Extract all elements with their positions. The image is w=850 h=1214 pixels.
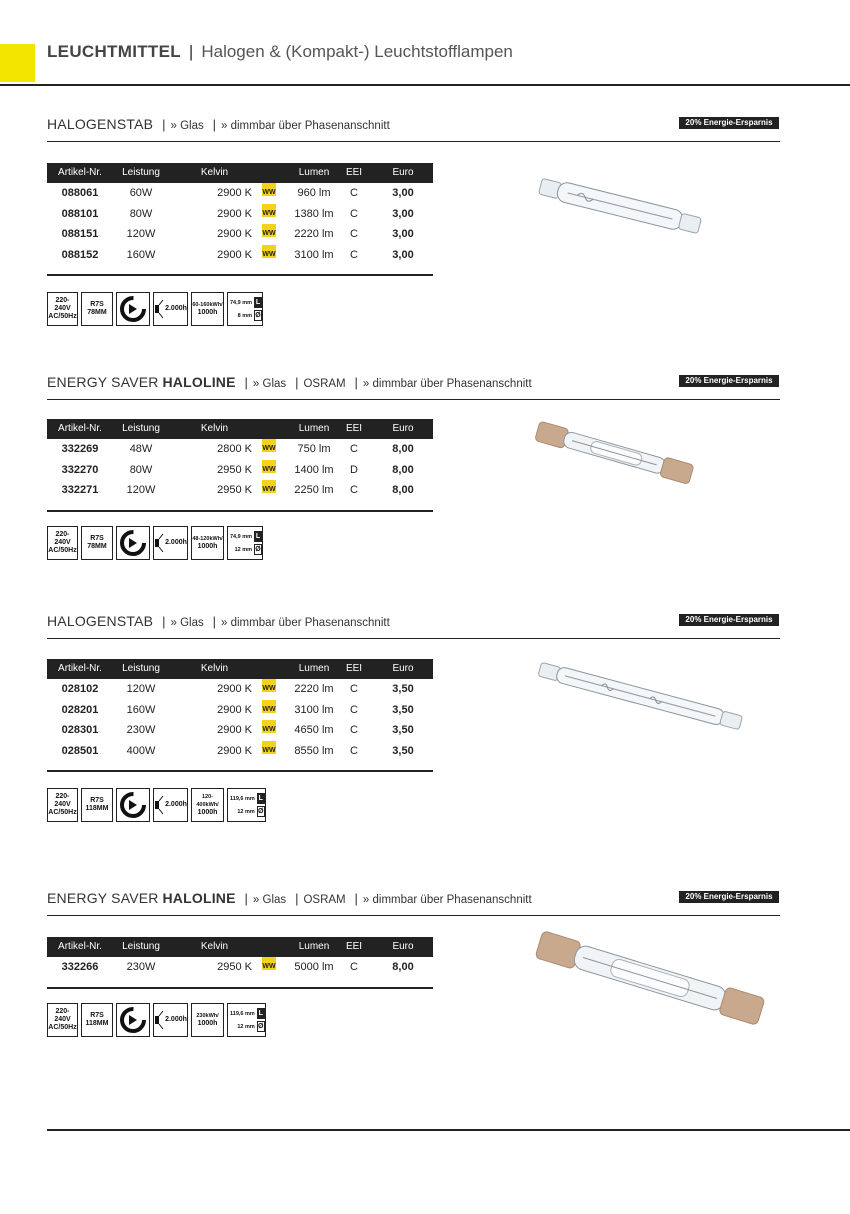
table-row bbox=[47, 183, 433, 204]
warm-white-badge: WW bbox=[262, 957, 276, 970]
cell-euro: 3,50 bbox=[392, 744, 414, 757]
cell-power: 120W bbox=[126, 484, 156, 496]
dimensions-icon: 119,6 mm 12 mm L Ø bbox=[227, 788, 266, 822]
cell-lumen: 5000 lm bbox=[294, 961, 334, 973]
warm-white-badge: WW bbox=[262, 679, 276, 692]
section-title: ENERGY SAVER HALOLINE | » Glas | OSRAM | » dimmbar über Phasenanschnitt bbox=[47, 374, 532, 390]
product-table bbox=[47, 419, 433, 512]
page-header bbox=[47, 42, 513, 62]
col-lumen: Lumen bbox=[298, 663, 330, 674]
haloline-lamp-image bbox=[530, 414, 700, 494]
section-title-main: ENERGY SAVER bbox=[47, 890, 159, 906]
cell-lumen: 2220 lm bbox=[294, 683, 334, 695]
table-rule bbox=[47, 987, 433, 989]
category-subtitle: Halogen & (Kompakt-) Leuchtstofflampen bbox=[201, 42, 513, 61]
cell-euro: 3,50 bbox=[392, 703, 414, 716]
section-attr-dimmable: » dimmbar über Phasenanschnitt bbox=[362, 378, 532, 390]
section-title: ENERGY SAVER HALOLINE | » Glas | OSRAM | » dimmbar über Phasenanschnitt bbox=[47, 890, 532, 906]
section-attr-dimmable: » dimmbar über Phasenanschnitt bbox=[221, 120, 390, 132]
cell-euro: 8,00 bbox=[392, 961, 414, 973]
cell-power: 160W bbox=[126, 703, 156, 716]
product-table bbox=[47, 659, 433, 772]
col-euro: Euro bbox=[392, 423, 414, 434]
dimensions-icon: 119,6 mm 12 mm L Ø bbox=[227, 1003, 266, 1037]
table-row bbox=[47, 439, 433, 460]
col-lumen: Lumen bbox=[298, 941, 330, 952]
header-rule bbox=[0, 84, 850, 86]
table-row bbox=[47, 224, 433, 245]
warm-white-badge: WW bbox=[262, 480, 276, 493]
cell-euro: 8,00 bbox=[392, 484, 414, 496]
warm-white-badge: WW bbox=[262, 245, 276, 258]
col-eei: EEI bbox=[345, 167, 363, 178]
section-rule bbox=[47, 638, 780, 639]
cell-kelvin: 2900 K bbox=[217, 248, 252, 261]
footer-rule bbox=[47, 1129, 850, 1131]
cell-art: 332269 bbox=[61, 443, 99, 455]
section-rule bbox=[47, 399, 780, 400]
cell-power: 60W bbox=[129, 187, 153, 199]
socket-icon: R7S 78MM bbox=[81, 526, 113, 560]
spec-icons bbox=[47, 1003, 266, 1037]
cell-eei: C bbox=[350, 683, 358, 695]
spec-icons bbox=[47, 526, 263, 560]
cell-power: 230W bbox=[126, 961, 156, 973]
spec-icons bbox=[47, 788, 266, 822]
voltage-icon: 220-240V AC/50Hz bbox=[47, 788, 78, 822]
warm-white-badge: WW bbox=[262, 460, 276, 473]
cell-art: 028102 bbox=[61, 683, 99, 695]
col-kelvin: Kelvin bbox=[200, 423, 229, 434]
table-row bbox=[47, 460, 433, 481]
cell-euro: 3,00 bbox=[392, 248, 414, 261]
lifetime-icon: 2.000h bbox=[153, 788, 188, 822]
table-row bbox=[47, 957, 433, 978]
cell-lumen: 4650 lm bbox=[294, 724, 334, 736]
cell-eei: C bbox=[350, 484, 358, 496]
col-leistung: Leistung bbox=[122, 941, 160, 952]
warm-white-badge: WW bbox=[262, 204, 276, 217]
cell-art: 088101 bbox=[61, 207, 99, 220]
cell-kelvin: 2900 K bbox=[217, 228, 252, 240]
cell-lumen: 1380 lm bbox=[294, 207, 334, 220]
cell-kelvin: 2800 K bbox=[217, 443, 252, 455]
cell-art: 028301 bbox=[61, 724, 99, 736]
cell-eei: C bbox=[350, 207, 358, 220]
cell-eei: C bbox=[350, 703, 358, 716]
category-title: LEUCHTMITTEL bbox=[47, 42, 181, 61]
energy-consumption-icon: 60-160kWh/ 1000h bbox=[191, 292, 224, 326]
product-table bbox=[47, 163, 433, 276]
col-leistung: Leistung bbox=[122, 663, 160, 674]
section-title: HALOGENSTAB | » Glas | » dimmbar über Phasenanschnitt bbox=[47, 116, 390, 132]
dimmable-icon bbox=[116, 292, 150, 326]
haloline-lamp-large-image bbox=[530, 928, 770, 1028]
voltage-icon: 220-240V AC/50Hz bbox=[47, 292, 78, 326]
cell-power: 120W bbox=[126, 228, 156, 240]
cell-power: 230W bbox=[126, 724, 156, 736]
cell-lumen: 3100 lm bbox=[294, 703, 334, 716]
col-kelvin: Kelvin bbox=[200, 941, 229, 952]
cell-lumen: 8550 lm bbox=[294, 744, 334, 757]
cell-kelvin: 2950 K bbox=[217, 484, 252, 496]
cell-eei: D bbox=[350, 463, 358, 476]
energy-saving-badge: 20% Energie-Ersparnis bbox=[679, 375, 779, 387]
cell-euro: 8,00 bbox=[392, 463, 414, 476]
col-eei: EEI bbox=[345, 941, 363, 952]
cell-lumen: 750 lm bbox=[297, 443, 331, 455]
cell-kelvin: 2900 K bbox=[217, 207, 252, 220]
energy-saving-badge: 20% Energie-Ersparnis bbox=[679, 614, 779, 626]
cell-lumen: 2220 lm bbox=[294, 228, 334, 240]
cell-euro: 3,00 bbox=[392, 187, 414, 199]
energy-saving-badge: 20% Energie-Ersparnis bbox=[679, 891, 779, 903]
cell-kelvin: 2900 K bbox=[217, 744, 252, 757]
cell-eei: C bbox=[350, 187, 358, 199]
halogen-lamp-image bbox=[530, 168, 710, 244]
voltage-icon: 220-240V AC/50Hz bbox=[47, 1003, 78, 1037]
cell-art: 088152 bbox=[61, 248, 99, 261]
cell-lumen: 1400 lm bbox=[294, 463, 334, 476]
cell-euro: 3,50 bbox=[392, 724, 414, 736]
yellow-category-tab bbox=[0, 44, 35, 82]
table-row bbox=[47, 741, 433, 762]
cell-power: 80W bbox=[129, 463, 153, 476]
section-title: HALOGENSTAB | » Glas | » dimmbar über Phasenanschnitt bbox=[47, 613, 390, 629]
warm-white-badge: WW bbox=[262, 439, 276, 452]
energy-saving-badge: 20% Energie-Ersparnis bbox=[679, 117, 779, 129]
cell-art: 028501 bbox=[61, 744, 99, 757]
cell-art: 028201 bbox=[61, 703, 99, 716]
table-row bbox=[47, 679, 433, 700]
col-euro: Euro bbox=[392, 941, 414, 952]
cell-euro: 3,00 bbox=[392, 207, 414, 220]
warm-white-badge: WW bbox=[262, 720, 276, 733]
table-header bbox=[47, 419, 433, 439]
spec-icons bbox=[47, 292, 263, 326]
cell-art: 332271 bbox=[61, 484, 99, 496]
socket-icon: R7S 118MM bbox=[81, 1003, 113, 1037]
table-rule bbox=[47, 510, 433, 512]
cell-lumen: 3100 lm bbox=[294, 248, 334, 261]
product-table bbox=[47, 937, 433, 989]
warm-white-badge: WW bbox=[262, 741, 276, 754]
table-header bbox=[47, 163, 433, 183]
cell-euro: 3,50 bbox=[392, 683, 414, 695]
cell-art: 332270 bbox=[61, 463, 99, 476]
cell-art: 088061 bbox=[61, 187, 99, 199]
col-leistung: Leistung bbox=[122, 167, 160, 178]
section-attr-glass: » Glas bbox=[252, 894, 287, 906]
cell-euro: 3,00 bbox=[392, 228, 414, 240]
cell-kelvin: 2900 K bbox=[217, 724, 252, 736]
cell-eei: C bbox=[350, 228, 358, 240]
section-attr-brand: OSRAM bbox=[303, 378, 346, 390]
table-row bbox=[47, 204, 433, 225]
cell-power: 48W bbox=[129, 443, 153, 455]
dimensions-icon: 74,9 mm 12 mm L Ø bbox=[227, 526, 263, 560]
col-kelvin: Kelvin bbox=[200, 167, 229, 178]
header-separator: | bbox=[188, 42, 194, 61]
lifetime-icon: 2.000h bbox=[153, 526, 188, 560]
energy-consumption-icon: 230kWh/ 1000h bbox=[191, 1003, 224, 1037]
section-rule bbox=[47, 915, 780, 916]
table-rule bbox=[47, 274, 433, 276]
dimmable-icon bbox=[116, 1003, 150, 1037]
cell-eei: C bbox=[350, 961, 358, 973]
cell-power: 120W bbox=[126, 683, 156, 695]
section-title-main: ENERGY SAVER bbox=[47, 374, 159, 390]
socket-icon: R7S 78MM bbox=[81, 292, 113, 326]
cell-power: 400W bbox=[126, 744, 156, 757]
col-artikel: Artikel-Nr. bbox=[58, 167, 102, 178]
cell-kelvin: 2900 K bbox=[217, 187, 252, 199]
table-row bbox=[47, 720, 433, 741]
table-header bbox=[47, 937, 433, 957]
section-title-main: HALOGENSTAB bbox=[47, 116, 154, 132]
col-eei: EEI bbox=[345, 423, 363, 434]
cell-kelvin: 2900 K bbox=[217, 703, 252, 716]
cell-art: 088151 bbox=[61, 228, 99, 240]
cell-art: 332266 bbox=[61, 961, 99, 973]
warm-white-badge: WW bbox=[262, 224, 276, 237]
lifetime-icon: 2.000h bbox=[153, 1003, 188, 1037]
col-artikel: Artikel-Nr. bbox=[58, 663, 102, 674]
halogen-lamp-long-image bbox=[530, 657, 750, 737]
section-rule bbox=[47, 141, 780, 142]
col-euro: Euro bbox=[392, 167, 414, 178]
section-attr-dimmable: » dimmbar über Phasenanschnitt bbox=[362, 894, 532, 906]
col-eei: EEI bbox=[345, 663, 363, 674]
cell-kelvin: 2900 K bbox=[217, 683, 252, 695]
cell-kelvin: 2950 K bbox=[217, 961, 252, 973]
cell-euro: 8,00 bbox=[392, 443, 414, 455]
section-attr-glass: » Glas bbox=[170, 617, 204, 629]
col-lumen: Lumen bbox=[298, 167, 330, 178]
section-attr-brand: OSRAM bbox=[303, 894, 346, 906]
cell-eei: C bbox=[350, 248, 358, 261]
energy-consumption-icon: 48-120kWh/ 1000h bbox=[191, 526, 224, 560]
cell-eei: C bbox=[350, 443, 358, 455]
col-artikel: Artikel-Nr. bbox=[58, 941, 102, 952]
section-attr-glass: » Glas bbox=[252, 378, 287, 390]
cell-kelvin: 2950 K bbox=[217, 463, 252, 476]
section-attr-dimmable: » dimmbar über Phasenanschnitt bbox=[221, 617, 390, 629]
lifetime-icon: 2.000h bbox=[153, 292, 188, 326]
col-kelvin: Kelvin bbox=[200, 663, 229, 674]
table-row bbox=[47, 480, 433, 501]
col-artikel: Artikel-Nr. bbox=[58, 423, 102, 434]
warm-white-badge: WW bbox=[262, 700, 276, 713]
cell-power: 80W bbox=[129, 207, 153, 220]
section-title-bold: HALOLINE bbox=[162, 374, 236, 390]
energy-consumption-icon: 120-400kWh/ 1000h bbox=[191, 788, 224, 822]
cell-lumen: 2250 lm bbox=[294, 484, 334, 496]
col-euro: Euro bbox=[392, 663, 414, 674]
warm-white-badge: WW bbox=[262, 183, 276, 196]
col-lumen: Lumen bbox=[298, 423, 330, 434]
dimmable-icon bbox=[116, 526, 150, 560]
voltage-icon: 220-240V AC/50Hz bbox=[47, 526, 78, 560]
cell-eei: C bbox=[350, 724, 358, 736]
col-leistung: Leistung bbox=[122, 423, 160, 434]
table-row bbox=[47, 245, 433, 266]
dimmable-icon bbox=[116, 788, 150, 822]
cell-power: 160W bbox=[126, 248, 156, 261]
table-header bbox=[47, 659, 433, 679]
table-row bbox=[47, 700, 433, 721]
socket-icon: R7S 118MM bbox=[81, 788, 113, 822]
section-title-main: HALOGENSTAB bbox=[47, 613, 154, 629]
table-rule bbox=[47, 770, 433, 772]
section-attr-glass: » Glas bbox=[170, 120, 204, 132]
dimensions-icon: 74,9 mm 8 mm L Ø bbox=[227, 292, 263, 326]
cell-eei: C bbox=[350, 744, 358, 757]
cell-lumen: 960 lm bbox=[297, 187, 331, 199]
section-title-bold: HALOLINE bbox=[162, 890, 236, 906]
